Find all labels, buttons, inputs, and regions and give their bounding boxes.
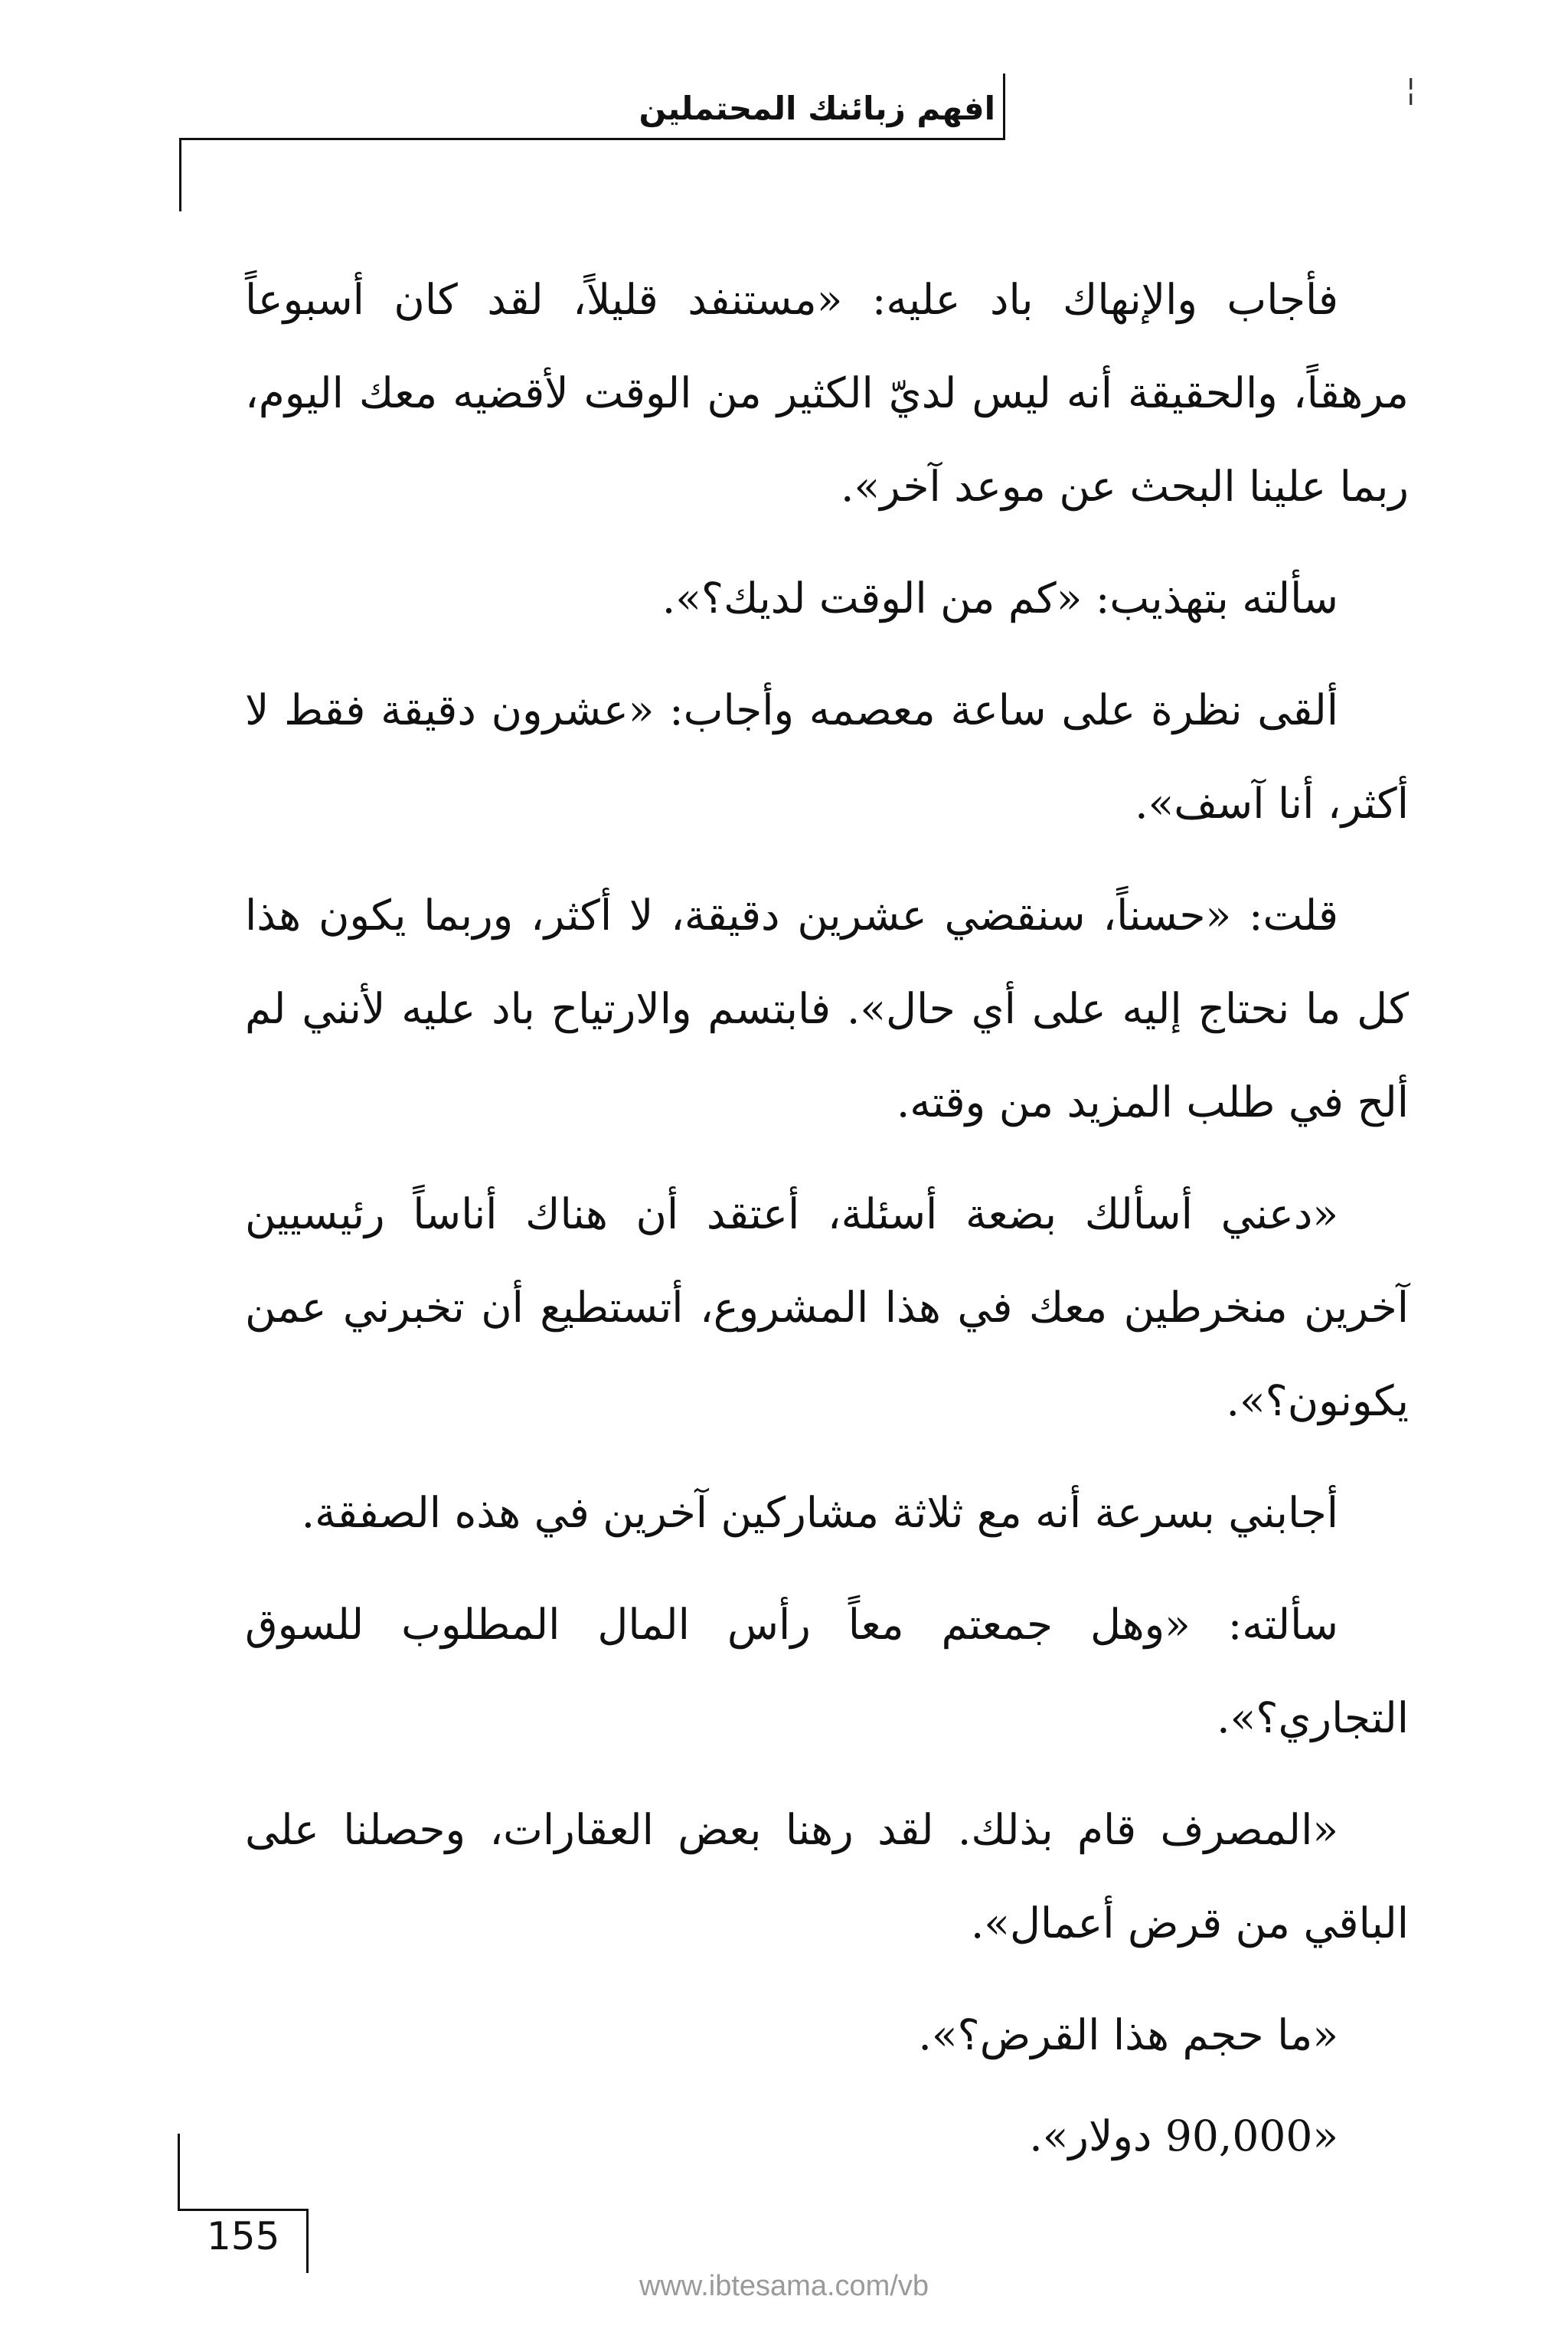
header-rule	[179, 138, 1005, 140]
header-left-rule	[179, 138, 181, 211]
paragraph: سألته بتهذيب: «كم من الوقت لديك؟».	[662, 574, 1338, 623]
paragraph: أجابني بسرعة أنه مع ثلاثة مشاركين آخرين في هذه الصفقة.	[301, 1488, 1338, 1537]
paragraph: «ما حجم هذا القرض؟».	[918, 2010, 1338, 2059]
footer-left-rule	[178, 2134, 180, 2210]
paragraph: «دعني أسألك بضعة أسئلة، أعتقد أن هناك أناساً رئيسيين آخرين منخرطين معك في هذا المشروع، أتستطيع أن تخبرني عمن يكونون؟».	[245, 1189, 1409, 1425]
paragraph: قلت: «حسناً، سنقضي عشرين دقيقة، لا أكثر، وربما يكون هذا كل ما نحتاج إليه على أي حال». فابتسم والارتياح باد عليه لأنني لم ألح في طلب المزيد من وقته.	[245, 891, 1409, 1127]
paragraph: «المصرف قام بذلك. لقد رهنا بعض العقارات، وحصلنا على الباقي من قرض أعمال».	[245, 1805, 1409, 1948]
corner-mark: ¦	[1406, 72, 1416, 107]
page-number: 155	[207, 2214, 280, 2258]
paragraph: فأجاب والإنهاك باد عليه: «مستنفد قليلاً، لقد كان أسبوعاً مرهقاً، والحقيقة أنه ليس لديّ الكثير من الوقت لأقضيه معك اليوم، ربما علينا البحث عن موعد آخر».	[245, 275, 1409, 511]
watermark-url[interactable]: www.ibtesama.com/vb	[639, 2270, 929, 2302]
header-vertical-rule	[1003, 74, 1005, 139]
running-header-title: افهم زبائنك المحتملين	[639, 90, 995, 127]
paragraph: ألقى نظرة على ساعة معصمه وأجاب: «عشرون دقيقة فقط لا أكثر، أنا آسف».	[245, 685, 1409, 828]
footer-rule	[178, 2209, 308, 2211]
paragraph: «90,000 دولار».	[1029, 2111, 1338, 2160]
footer-vertical-rule	[306, 2209, 309, 2273]
body-text	[245, 253, 1409, 2190]
paragraph: سألته: «وهل جمعتم معاً رأس المال المطلوب للسوق التجاري؟».	[245, 1600, 1409, 1742]
